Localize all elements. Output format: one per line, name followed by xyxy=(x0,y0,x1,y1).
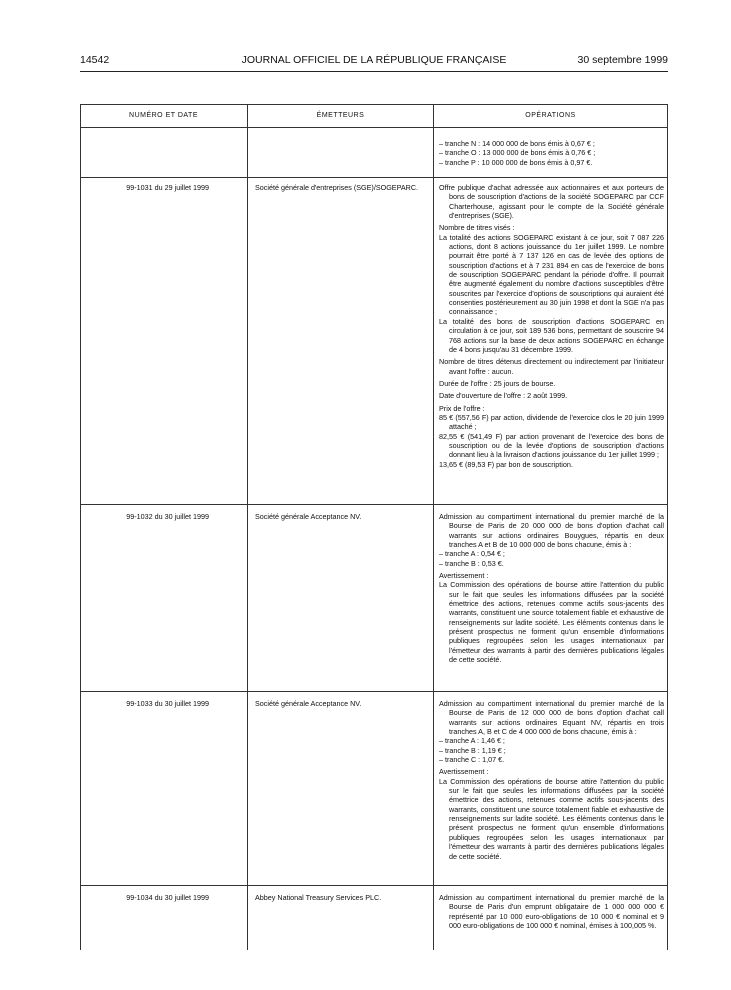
table-row-continuation xyxy=(439,139,664,167)
operations-table xyxy=(80,104,668,950)
row-operations xyxy=(439,699,664,861)
issuer-name: Société générale Acceptance NV. xyxy=(255,699,362,708)
tranche-line: – tranche N : 14 000 000 de bons émis à 0,67 € ; xyxy=(439,139,595,148)
operation-paragraph: Admission au compartiment international du premier marché de la Bourse de Paris de 12 000 000 de bons d'option d'achat call warrants sur actions ordinaires Equant NV, répartis en trois tranches A, B et C de 4 000 000 de bons chacune, émis à : xyxy=(439,699,664,737)
row-operations xyxy=(439,893,664,930)
column-header-issuers: ÉMETTEURS xyxy=(316,112,365,119)
operation-paragraph: Offre publique d'achat adressée aux actionnaires et aux porteurs de bons de souscription d'actions de la société SOGEPARC par CCF Charterhouse, agissant pour le compte de la Société générale d'entreprises (SGE). xyxy=(439,183,664,221)
operation-paragraph: 85 € (557,56 F) par action, dividende de l'exercice clos le 20 juin 1999 attaché ; xyxy=(439,412,664,432)
column-divider-1 xyxy=(247,104,248,950)
operation-paragraph: La totalité des actions SOGEPARC existant à ce jour, soit 7 087 226 actions, dont 8 actions jouissance du 1er juillet 1999. Le nombre pourrait être porté à 7 137 126 en cas de levée des options de souscription d'actions et à 7 231 894 en cas de l'exercice de bons de souscription SOGEPARC pendant la période d'offre. Il pourrait être augmenté également du nombre d'actions susceptibles d'être souscrites par l'exercice d'options de souscriptions qui auraient été consenties postérieurement au 30 juin 1998 et dont la SGE n'a pas connaissance ; xyxy=(439,232,664,317)
tranche-line: – tranche O : 13 000 000 de bons émis à 0,76 € ; xyxy=(439,148,596,158)
warning-text: La Commission des opérations de bourse attire l'attention du public sur le fait que seules les informations diffusées par la société émettrice des actions, retenues comme actifs sous-jacents des warrants, constituent une source totalement fiable et exhaustive de renseignements sur ladite société. Les éléments contenus dans le présent prospectus ne forment qu'un ensemble d'informations publiques regroupées selon les usages internationaux par l'émetteur des warrants à partir des dernières publications légales de cette société. xyxy=(439,580,664,665)
warning-text: La Commission des opérations de bourse attire l'attention du public sur le fait que seules les informations diffusées par la société émettrice des actions, retenues comme actifs sous-jacents des warrants, constituent une source totalement fiable et exhaustive de renseignements sur ladite société. Les éléments contenus dans le présent prospectus ne forment qu'un ensemble d'informations publiques regroupées selon les usages internationaux par l'émetteur des warrants à partir des dernières publications légales de cette société. xyxy=(439,776,664,861)
row-number-date xyxy=(80,893,247,902)
header-separator xyxy=(80,127,668,128)
table-border-left xyxy=(80,104,81,950)
journal-title: JOURNAL OFFICIEL DE LA RÉPUBLIQUE FRANÇAISE xyxy=(241,54,507,66)
operation-paragraph: 82,55 € (541,49 F) par action provenant de l'exercice des bons de souscription ou de la levée d'options de souscription d'actions donnant lieu à la livraison d'actions jouissance du 1er juillet 1999 ; xyxy=(439,431,664,460)
operation-number: 99-1031 du 29 juillet 1999 xyxy=(126,183,209,192)
column-divider-2 xyxy=(433,104,434,950)
column-header-operations: OPÉRATIONS xyxy=(525,112,576,119)
operation-paragraph: Admission au compartiment international du premier marché de la Bourse de Paris de 20 000 000 de bons d'option d'achat call warrants sur actions ordinaires Bouygues, répartis en deux tranches A et B de 10 000 000 de bons chacune, émis à : xyxy=(439,512,664,550)
operation-number: 99-1034 du 30 juillet 1999 xyxy=(126,893,209,902)
row-number-date xyxy=(80,183,247,192)
row-separator xyxy=(80,691,668,692)
tranche-line: – tranche P : 10 000 000 de bons émis à 0,97 €. xyxy=(439,157,593,167)
row-separator xyxy=(80,177,668,178)
row-issuer xyxy=(255,893,433,902)
warning-heading: Avertissement : xyxy=(439,767,489,777)
operation-number: 99-1033 du 30 juillet 1999 xyxy=(126,699,209,708)
operation-paragraph: Durée de l'offre : 25 jours de bourse. xyxy=(439,378,556,388)
row-separator xyxy=(80,885,668,886)
column-header-number: NUMÉRO ET DATE xyxy=(129,112,198,119)
row-operations xyxy=(439,512,664,665)
issue-date: 30 septembre 1999 xyxy=(577,54,668,66)
operation-paragraph: Nombre de titres détenus directement ou indirectement par l'initiateur avant l'offre : aucun. xyxy=(439,357,664,376)
tranche-line: – tranche B : 0,53 €. xyxy=(439,558,504,568)
operation-paragraph: Admission au compartiment international du premier marché de la Bourse de Paris d'un emprunt obligataire de 1 000 000 000 € représenté par 10 000 euro-obligations de 10 000 € nominal et 9 000 euro-obligations de 100 000 € nominal, émises à 100,005 %. xyxy=(439,893,664,931)
tranche-line: – tranche C : 1,07 €. xyxy=(439,755,505,765)
issuer-name: Société générale Acceptance NV. xyxy=(255,512,362,521)
header-rule xyxy=(80,71,668,72)
operation-paragraph: Nombre de titres visés : xyxy=(439,223,515,233)
tranche-line: – tranche A : 0,54 € ; xyxy=(439,549,505,559)
issuer-name: Société générale d'entreprises (SGE)/SOGEPARC. xyxy=(255,183,419,192)
row-operations xyxy=(439,183,664,469)
page-number: 14542 xyxy=(80,54,110,66)
operation-paragraph: Prix de l'offre : xyxy=(439,403,485,413)
table-border-right xyxy=(667,104,668,950)
tranche-line: – tranche A : 1,46 € ; xyxy=(439,736,505,746)
operation-paragraph: Date d'ouverture de l'offre : 2 août 1999. xyxy=(439,391,568,401)
row-number-date xyxy=(80,512,247,521)
row-issuer xyxy=(255,183,433,192)
warning-heading: Avertissement : xyxy=(439,571,489,581)
row-separator xyxy=(80,504,668,505)
row-issuer xyxy=(255,512,433,521)
tranche-line: – tranche B : 1,19 € ; xyxy=(439,745,506,755)
operation-paragraph: 13,65 € (89,53 F) par bon de souscription. xyxy=(439,459,573,469)
row-issuer xyxy=(255,699,433,708)
row-number-date xyxy=(80,699,247,708)
page-header xyxy=(80,54,668,68)
operation-number: 99-1032 du 30 juillet 1999 xyxy=(126,512,209,521)
operation-paragraph: La totalité des bons de souscription d'actions SOGEPARC en circulation à ce jour, soit 189 536 bons, permettant de souscrire 94 768 actions sur la base de deux actions SOGEPARC en échange de 4 bons jusqu'au 31 décembre 1999. xyxy=(439,316,664,354)
issuer-name: Abbey National Treasury Services PLC. xyxy=(255,893,382,902)
